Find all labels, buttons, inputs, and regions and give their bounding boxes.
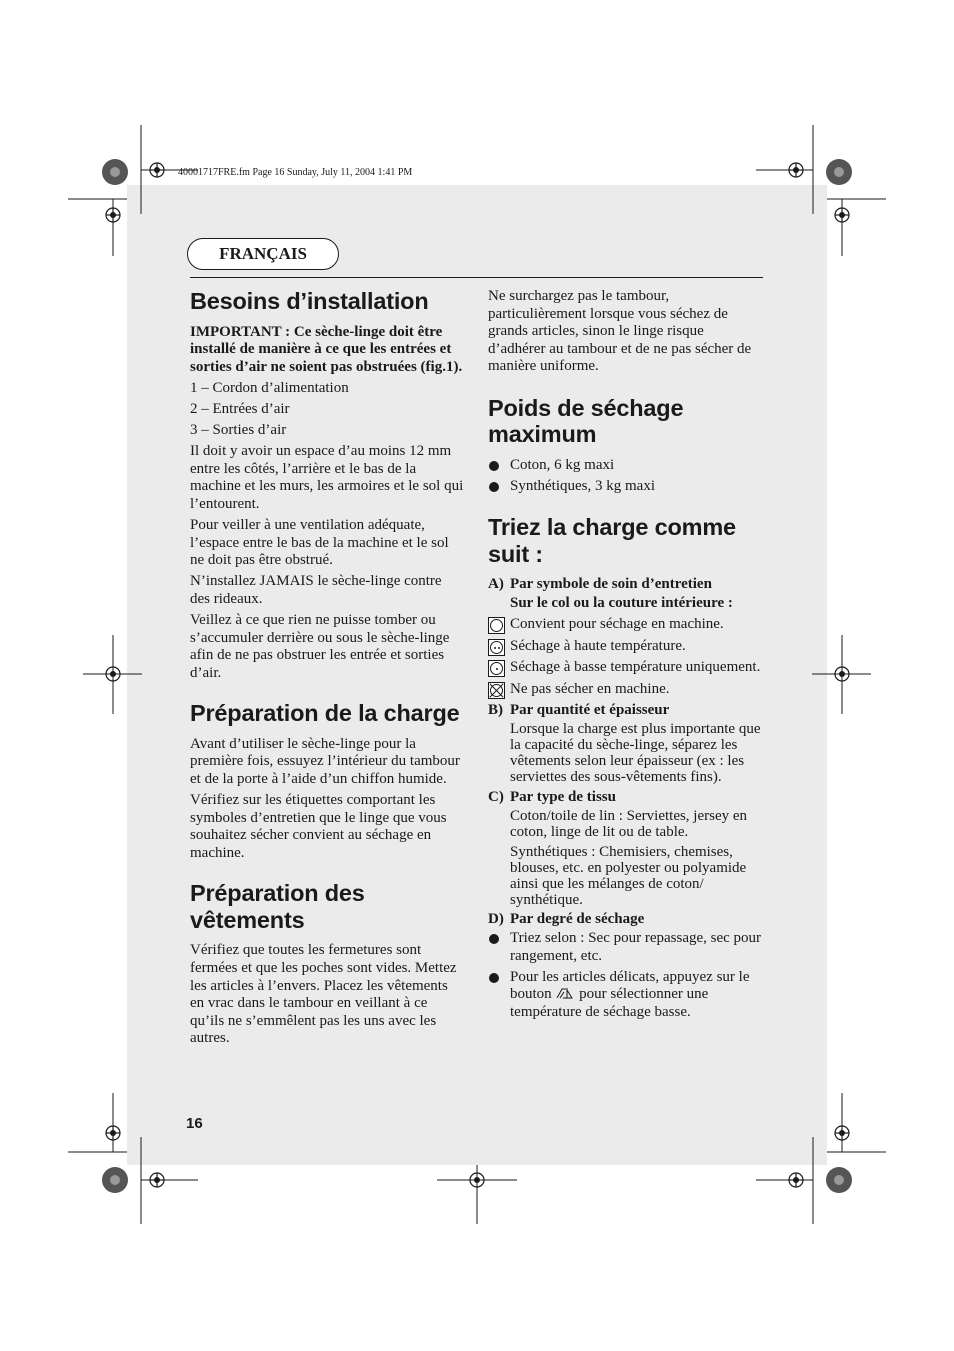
important-note: IMPORTANT : Ce sèche-linge doit être installé de manière à ce que les entrées et sorties d’air ne soient pas obstruées (fig.1).: [190, 323, 463, 375]
care-symbol-row: Ne pas sécher en machine.: [488, 681, 764, 699]
paragraph: N’installez JAMAIS le sèche-linge contre des rideaux.: [190, 573, 442, 607]
paragraph: Veillez à ce que rien ne puisse tomber ou s’accumuler derrière ou sous le sèche-linge afin de ne pas obstruer les entrée et sorties d’air.: [190, 611, 450, 681]
left-column: [190, 288, 464, 1052]
tumble-dry-icon: [488, 617, 505, 634]
section-a-sub: Sur le col ou la couture intérieure :: [510, 595, 733, 612]
list-item: Synthétiques, 3 kg maxi: [488, 478, 764, 496]
section-d-label: D) Par degré de séchage: [488, 911, 645, 928]
right-column: [488, 288, 764, 1025]
weight-list: [488, 457, 764, 496]
care-symbol-row: Séchage à basse température uniquement.: [488, 659, 764, 677]
list-item: Coton, 6 kg maxi: [488, 457, 764, 475]
care-symbol-row: Convient pour séchage en machine.: [488, 616, 764, 634]
section-a-label: A) Par symbole de soin d’entretien: [488, 576, 712, 593]
list-item: 3 – Sorties d’air: [190, 421, 287, 438]
paragraph: Synthétiques : Chemisiers, chemises, blouses, etc. en polyester ou polyamide ainsi que les mélanges de coton/ synthétique.: [510, 843, 747, 908]
paragraph: Coton/toile de lin : Serviettes, jersey en coton, linge de lit ou de table.: [510, 808, 748, 841]
paragraph: Il doit y avoir un espace d’au moins 12 mm entre les côtés, l’arrière et le bas de la machine et les murs, les armoires et le sol qui l’entourent.: [190, 443, 464, 512]
heading-triez: Triez la charge comme suit :: [488, 514, 736, 567]
delicate-iron-icon: [555, 986, 575, 1000]
section-b-label: B) Par quantité et épaisseur: [488, 702, 670, 719]
care-symbol-row: Séchage à haute température.: [488, 638, 764, 656]
heading-preparation-vetements: Préparation des vêtements: [190, 880, 365, 933]
dryness-list: [488, 930, 764, 1021]
heading-installation: Besoins d’installation: [190, 288, 429, 314]
tumble-dry-high-icon: [488, 639, 505, 656]
paragraph: Vérifiez sur les étiquettes comportant les symboles d’entretien que le linge que vous souhaitez sécher convient au séchage en machine.: [190, 792, 447, 861]
paragraph: Vérifiez que toutes les fermetures sont fermées et que les poches sont vides. Mettez les articles à l’envers. Placez les vêtements en vrac dans le tambour en veillant à ce qu’ils ne s’emmêlent pas les uns avec les autres.: [190, 942, 457, 1047]
heading-preparation-charge: Préparation de la charge: [190, 700, 460, 727]
tumble-dry-low-icon: [488, 660, 505, 677]
do-not-tumble-dry-icon: [488, 682, 505, 699]
paragraph: Ne surchargez pas le tambour, particulièrement lorsque vous séchez de grands articles, sinon le linge risque d’adhérer au tambour et de ne pas sécher de manière uniforme.: [488, 288, 752, 375]
paragraph: Pour veiller à une ventilation adéquate, l’espace entre le bas de la machine et le sol ne doit pas être obstrué.: [190, 516, 449, 569]
list-item: 2 – Entrées d’air: [190, 400, 290, 417]
paragraph: Lorsque la charge est plus importante que la capacité du sèche-linge, séparez les vêtements selon leur épaisseur (ex : les serviettes des sous-vêtements fins).: [510, 721, 761, 786]
paragraph: Avant d’utiliser le sèche-linge pour la première fois, essuyez l’intérieur du tambour et de la porte à l’aide d’un chiffon humide.: [190, 735, 460, 787]
page-number: 16: [186, 1115, 203, 1132]
language-tab: FRANÇAIS: [187, 238, 339, 270]
heading-poids: Poids de séchage maximum: [488, 394, 684, 448]
list-item: 1 – Cordon d’alimentation: [190, 379, 349, 396]
list-item: Triez selon : Sec pour repassage, sec pour rangement, etc.: [488, 930, 764, 965]
header-rule: [190, 277, 763, 278]
list-item: Pour les articles délicats, appuyez sur le bouton pour sélectionner une température de séchage basse.: [488, 969, 764, 1022]
section-c-label: C) Par type de tissu: [488, 788, 616, 805]
file-slug: 40001717FRE.fm Page 16 Sunday, July 11, 2004 1:41 PM: [178, 167, 413, 178]
